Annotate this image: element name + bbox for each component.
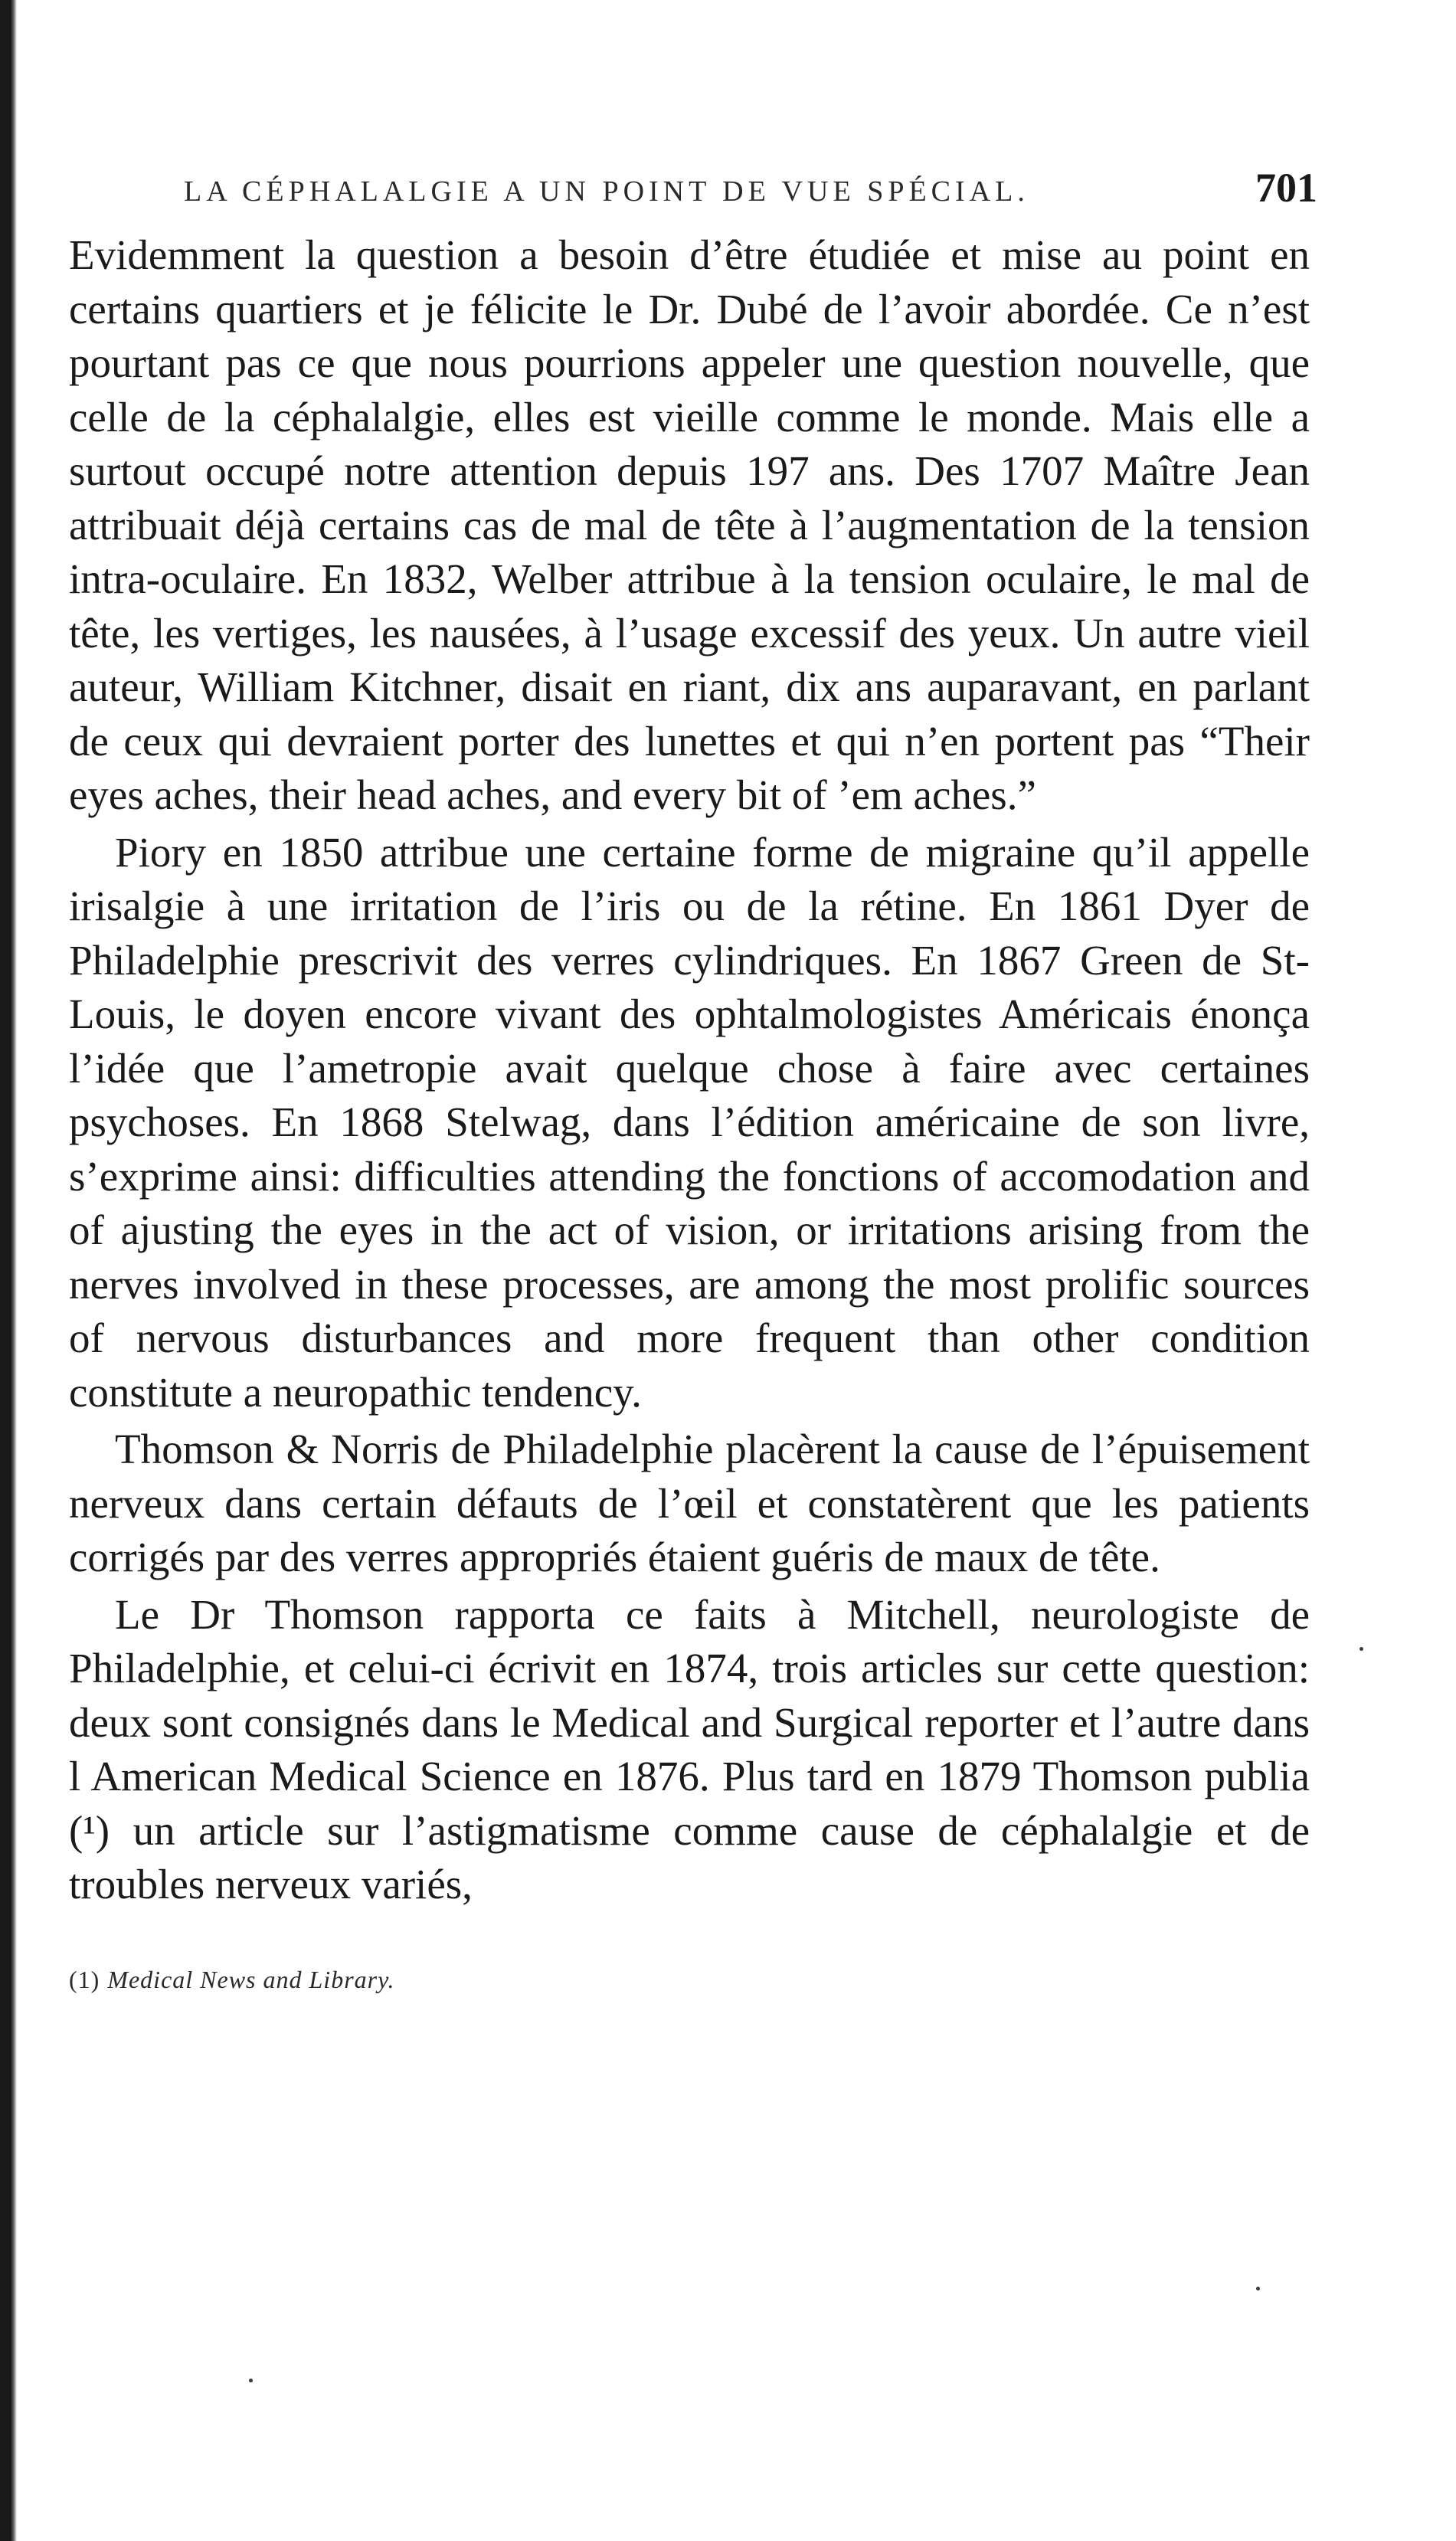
footnote-text: Medical News and Library. <box>107 1965 395 1993</box>
scan-mark <box>0 2436 8 2438</box>
scan-speck <box>1359 1647 1363 1651</box>
scan-binding-edge <box>0 0 17 2541</box>
running-head <box>69 153 1317 222</box>
scan-mark <box>0 2268 8 2270</box>
running-title: LA CÉPHALALGIE A UN POINT DE VUE SPÉCIAL. <box>184 175 1029 208</box>
paragraph: Evidemment la question a besoin d’être étudiée et mise au point en certains quartiers et je félicite le Dr. Dubé de l’avoir abordée. Ce n’est pourtant pas ce que nous pourrions appeler une question nouvelle, que celle de la céphalalgie, elles est vieille comme le monde. Mais elle a surtout occupé notre attention depuis 197 ans. Des 1707 Maître Jean attribuait déjà certains cas de mal de tête à l’augmentation de la tension intra-oculaire. En 1832, Welber attribue à la tension oculaire, le mal de tête, les vertiges, les nausées, à l’usage excessif des yeux. Un autre vieil auteur, William Kitchner, disait en riant, dix ans auparavant, en parlant de ceux qui devraient porter des lunettes et qui n’en portent pas “Their eyes aches, their head aches, and every bit of ’em aches.” <box>69 231 1310 818</box>
body-text <box>69 228 1310 1912</box>
footnote-marker: (1) <box>69 1965 100 1993</box>
scan-speck <box>1256 2287 1260 2291</box>
paragraph: Thomson & Norris de Philadelphie placèrent la cause de l’épuisement nerveux dans certain défauts de l’œil et constatèrent que les patients corrigés par des verres appropriés étaient guéris de maux de tête. <box>69 1426 1310 1580</box>
book-page <box>69 153 1317 1994</box>
footnote <box>69 1966 1310 1994</box>
paragraph: Piory en 1850 attribue une certaine forme de migraine qu’il appelle irisalgie à une irritation de l’iris ou de la rétine. En 1861 Dyer de Philadelphie prescrivit des verres cylindriques. En 1867 Green de St-Louis, le doyen encore vivant des ophtalmologistes Américais énonça l’idée que l’ametropie avait quelque chose à faire avec certaines psychoses. En 1868 Stelwag, dans l’édition américaine de son livre, s’exprime ainsi: difficulties attending the fonctions of accomodation and of ajusting the eyes in the act of vision, or irritations arising from the nerves involved in these processes, are among the most prolific sources of nervous disturbances and more frequent than other condition constitute a neuropathic tendency. <box>69 828 1310 1416</box>
paragraph: Le Dr Thomson rapporta ce faits à Mitchell, neurologiste de Philadelphie, et celui-ci écrivit en 1874, trois articles sur cette question: deux sont consignés dans le Medical and Surgical reporter et l’autre dans l American Medical Science en 1876. Plus tard en 1879 Thomson publia (¹) un article sur l’astigmatisme comme cause de céphalalgie et de troubles nerveux variés, <box>69 1590 1310 1907</box>
page-number: 701 <box>1255 165 1317 211</box>
scan-speck <box>249 2379 253 2382</box>
